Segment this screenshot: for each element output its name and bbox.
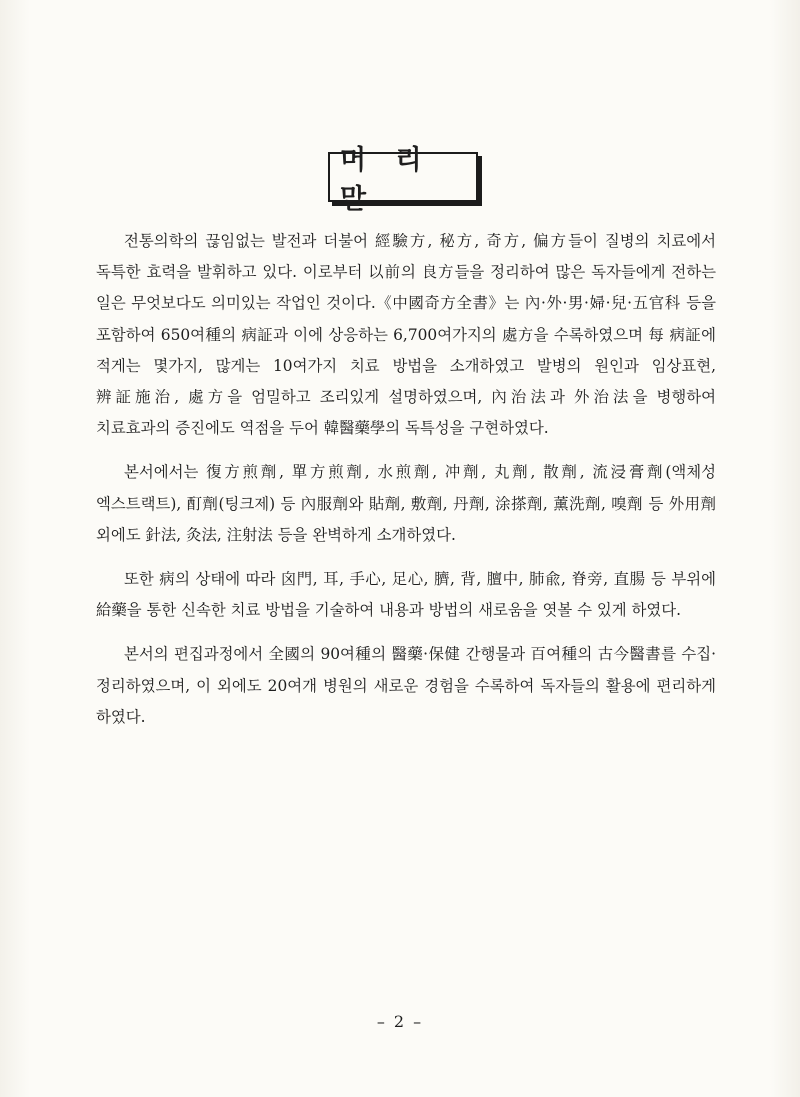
paragraph-3: 또한 病의 상태에 따라 囟門, 耳, 手心, 足心, 臍, 背, 膻中, 肺兪, 脊旁, 直腸 등 부위에 給藥을 통한 신속한 치료 방법을 기술하여 내용과 방법의 새로움을 엿볼 수 있게 하였다. [96,570,716,620]
paragraph-2: 본서에서는 復方煎劑, 單方煎劑, 水煎劑, 冲劑, 丸劑, 散劑, 流浸膏劑(액체성 엑스트랙트), 酊劑(팅크제) 등 內服劑와 貼劑, 敷劑, 丹劑, 涂搽劑, 薰洗劑, 嗅劑 등 外用劑 외에도 針法, 灸法, 注射法 등을 완벽하게 소개하였다. [96,463,716,544]
preface-body [96,226,716,746]
paragraph-4: 본서의 편집과정에서 全國의 90여種의 醫藥·保健 간행물과 百여種의 古今醫書를 수집·정리하였으며, 이 외에도 20여개 병원의 새로운 경험을 수록하여 독자들의 활용에 편리하게 하였다. [96,645,716,726]
paragraph-1: 전통의학의 끊임없는 발전과 더불어 經驗方, 秘方, 奇方, 偏方들이 질병의 치료에서 독특한 효력을 발휘하고 있다. 이로부터 以前의 良方들을 정리하여 많은 독자들에게 전하는 일은 무엇보다도 의미있는 작업인 것이다.《中國奇方全書》는 內·外·男·婦·兒·五官科 등을 포함하여 650여種의 病証과 이에 상응하는 6,700여가지의 處方을 수록하였으며 每 病証에 적게는 몇가지, 많게는 10여가지 치료 방법을 소개하였고 발병의 원인과 임상표현, 辨証施治, 處方을 엄밀하고 조리있게 설명하였으며, 內治法과 外治法을 병행하여 치료효과의 증진에도 역점을 두어 韓醫藥學의 독특성을 구현하였다. [96,232,716,438]
title-box [328,145,478,215]
page-number: – 2 – [376,1012,424,1031]
page-title: 머 리 말 [340,145,432,215]
